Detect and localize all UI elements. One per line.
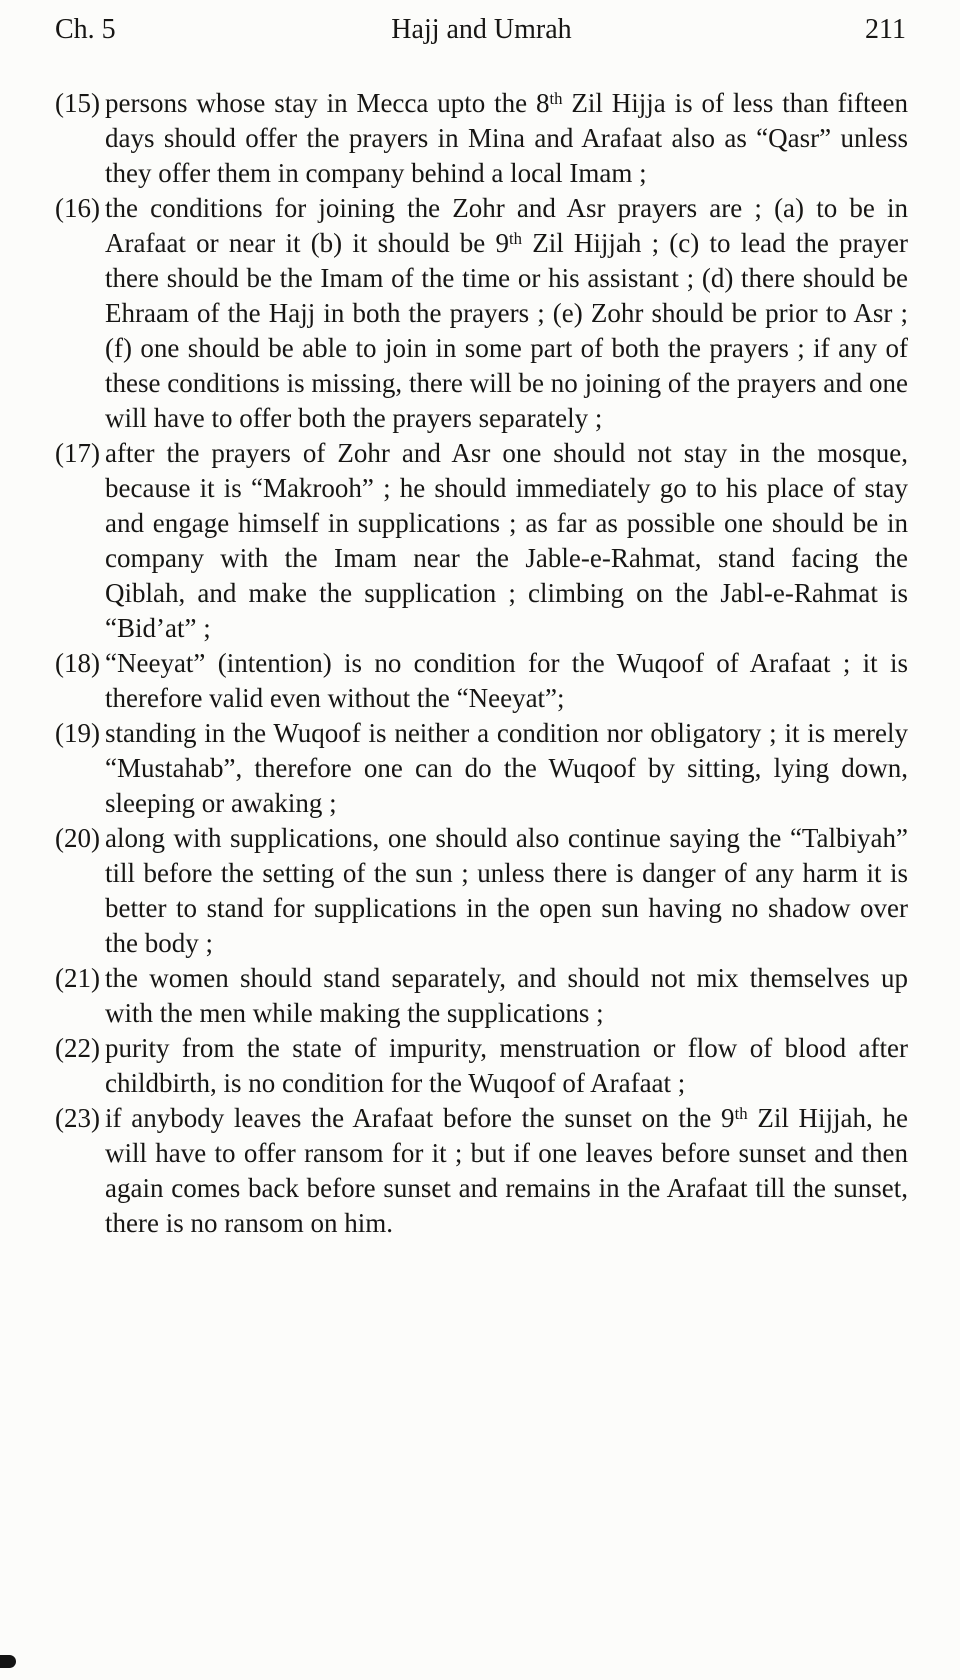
page-number: 211 (865, 14, 906, 45)
list-item: (16) the conditions for joining the Zohr and Asr prayers are ; (a) to be in Arafaat or near it (b) it should be 9th Zil Hijjah ; (c) to lead the prayer there should be the Imam of the time or his assistant ; (d) there should be Ehraam of the Hajj in both the prayers ; (e) Zohr should be prior to Asr ; (f) one should be able to join in some part of both the prayers ; if any of these conditions is missing, there will be no joining of the prayers and one will have to offer both the prayers separately ; (55, 193, 908, 433)
item-number: (21) (55, 963, 100, 993)
list-item: (18) “Neeyat” (intention) is no condition for the Wuqoof of Arafaat ; it is therefore valid even without the “Neeyat”; (55, 648, 908, 713)
item-number: (19) (55, 718, 100, 748)
scan-artifact (0, 1655, 16, 1668)
ordinal-superscript: th (549, 89, 563, 109)
item-number: (23) (55, 1103, 100, 1133)
item-number: (18) (55, 648, 100, 678)
item-number: (16) (55, 193, 100, 223)
list-item: (20) along with supplications, one should also continue saying the “Talbiyah” till before the setting of the sun ; unless there is danger of any harm it is better to stand for supplications in the open sun having no shadow over the body ; (55, 823, 908, 958)
item-number: (22) (55, 1033, 100, 1063)
item-number: (15) (55, 88, 100, 118)
list-item: (21) the women should stand separately, and should not mix themselves up with the men while making the supplications ; (55, 963, 908, 1028)
list-item: (19) standing in the Wuqoof is neither a condition nor obligatory ; it is merely “Mustahab”, therefore one can do the Wuqoof by sitting, lying down, sleeping or awaking ; (55, 718, 908, 818)
content-list (55, 86, 908, 1241)
page-header (55, 12, 908, 48)
item-number: (17) (55, 438, 100, 468)
chapter-label: Ch. 5 (55, 14, 116, 45)
list-item: (15) persons whose stay in Mecca upto the 8th Zil Hijja is of less than fifteen days should offer the prayers in Mina and Arafaat also as “Qasr” unless they offer them in company behind a local Imam ; (55, 88, 909, 188)
item-number: (20) (55, 823, 100, 853)
ordinal-superscript: th (734, 1104, 748, 1124)
ordinal-superscript: th (508, 229, 523, 249)
list-item: (23) if anybody leaves the Arafaat before the sunset on the 9th Zil Hijjah, he will have to offer ransom for it ; but if one leaves before sunset and then again comes back before sunset and remains in the Arafaat till the sunset, there is no ransom on him. (55, 1103, 908, 1238)
running-title: Hajj and Umrah (391, 14, 572, 45)
list-item: (17) after the prayers of Zohr and Asr one should not stay in the mosque, because it is “Makrooh” ; he should immediately go to his place of stay and engage himself in supplications ; as far as possible one should be in company with the Imam near the Jable-e-Rahmat, stand facing the Qiblah, and make the supplication ; climbing on the Jabl-e-Rahmat is “Bid’at” ; (55, 438, 908, 643)
list-item: (22) purity from the state of impurity, menstruation or flow of blood after childbirth, is no condition for the Wuqoof of Arafaat ; (55, 1033, 908, 1098)
